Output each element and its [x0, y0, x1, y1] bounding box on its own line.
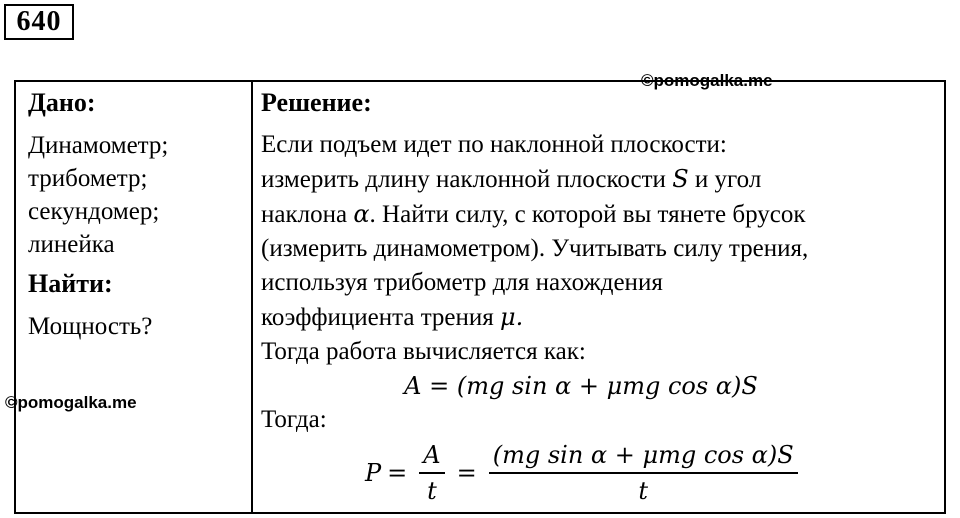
solution-text-part: коэффициента трения — [261, 304, 494, 331]
fraction-numerator: A — [419, 440, 444, 474]
watermark: ©pomogalka.me — [5, 393, 137, 412]
solution-text-part: . Найти силу, с которой вы тянете брусок — [369, 201, 806, 228]
find-heading: Найти: — [28, 269, 113, 298]
work-formula: A = (mg sin α + μmg cos α)S — [404, 372, 758, 400]
solution-line — [261, 162, 941, 197]
solution-text-part: измерить длину наклонной плоскости — [261, 166, 666, 193]
solution-column — [261, 86, 941, 437]
solution-line — [261, 197, 941, 232]
solution-line — [261, 300, 941, 335]
solution-text-part: наклона — [261, 201, 348, 228]
fraction-expanded — [489, 440, 798, 506]
fraction-work-time — [419, 440, 444, 506]
column-divider — [251, 82, 253, 512]
equals-sign: = — [387, 459, 408, 487]
power-symbol: P — [365, 459, 382, 487]
solution-line: Тогда: — [261, 406, 327, 433]
given-item: линейка — [28, 231, 115, 258]
fraction-denominator: t — [638, 477, 649, 505]
watermark: ©pomogalka.me — [641, 71, 773, 90]
fraction-denominator: t — [427, 477, 437, 505]
given-heading: Дано: — [28, 88, 96, 117]
equals-sign: = — [456, 459, 477, 487]
solution-line: Тогда работа вычисляется как: — [261, 338, 586, 365]
given-item: Динамометр; — [28, 132, 169, 159]
given-column — [28, 86, 243, 343]
given-item: секундомер; — [28, 198, 160, 225]
solution-text — [261, 128, 941, 437]
power-formula — [365, 440, 804, 506]
solution-line: (измерить динамометром). Учитывать силу трения, — [261, 235, 809, 262]
symbol-alpha: α — [353, 200, 370, 228]
symbol-s: S — [672, 165, 689, 193]
solution-text-part: и угол — [694, 166, 762, 193]
symbol-mu: μ. — [500, 303, 524, 331]
given-list — [28, 129, 243, 261]
problem-number: 640 — [4, 4, 74, 40]
fraction-numerator: (mg sin α + μmg cos α)S — [489, 440, 798, 474]
find-value: Мощность? — [28, 313, 153, 340]
solution-line: Если подъем идет по наклонной плоскости: — [261, 131, 727, 158]
solution-heading: Решение: — [261, 88, 372, 117]
given-item: трибометр; — [28, 165, 148, 192]
solution-line: используя трибометр для нахождения — [261, 269, 663, 296]
